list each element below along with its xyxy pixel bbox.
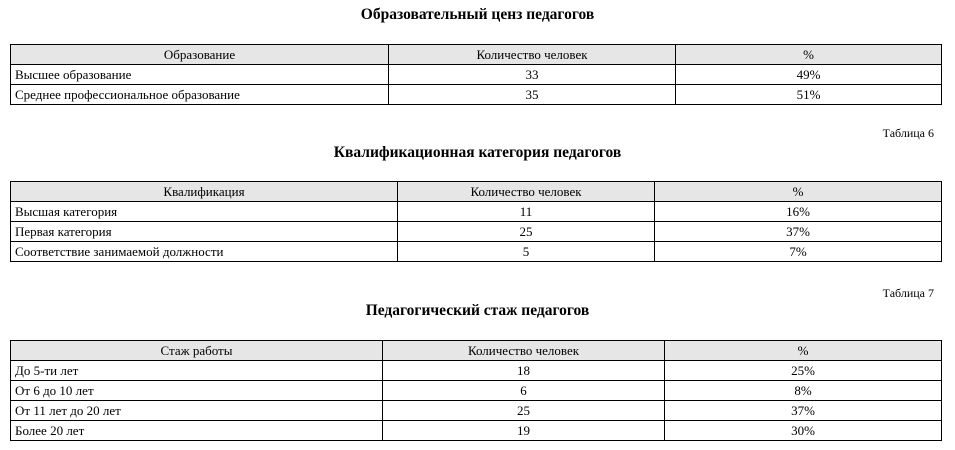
- table-cell: 19: [383, 421, 665, 441]
- table-cell: Высшая категория: [11, 202, 398, 222]
- column-header: Стаж работы: [11, 341, 383, 361]
- table-row: [11, 381, 942, 401]
- table-cell: 51%: [676, 85, 942, 105]
- qualification-table: [10, 181, 942, 262]
- table-cell: Среднее профессиональное образование: [11, 85, 389, 105]
- table-cell: 25: [398, 222, 655, 242]
- table-cell: 11: [398, 202, 655, 222]
- table-cell: 25: [383, 401, 665, 421]
- table-row: [11, 222, 942, 242]
- table-3-title: Педагогический стаж педагогов: [365, 302, 590, 319]
- column-header: %: [665, 341, 942, 361]
- table-cell: 5: [398, 242, 655, 262]
- table-cell: Высшее образование: [11, 65, 389, 85]
- table-header-row: [11, 182, 942, 202]
- table-cell: 33: [389, 65, 676, 85]
- table-cell: 7%: [655, 242, 942, 262]
- table-cell: 6: [383, 381, 665, 401]
- table-row: [11, 421, 942, 441]
- table-row: [11, 65, 942, 85]
- table-1-title: Образовательный ценз педагогов: [360, 6, 595, 23]
- table-2-title: Квалификационная категория педагогов: [333, 144, 622, 161]
- table-cell: 30%: [665, 421, 942, 441]
- table-cell: До 5-ти лет: [11, 361, 383, 381]
- table-row: [11, 202, 942, 222]
- table-cell: От 6 до 10 лет: [11, 381, 383, 401]
- column-header: Количество человек: [389, 45, 676, 65]
- table-row: [11, 401, 942, 421]
- column-header: Количество человек: [398, 182, 655, 202]
- table-cell: 35: [389, 85, 676, 105]
- table-cell: 49%: [676, 65, 942, 85]
- education-table: [10, 44, 942, 105]
- table-cell: Первая категория: [11, 222, 398, 242]
- table-cell: Соответствие занимаемой должности: [11, 242, 398, 262]
- table-header-row: [11, 45, 942, 65]
- table-2-number: Таблица 6: [882, 126, 934, 140]
- column-header: Образование: [11, 45, 389, 65]
- table-row: [11, 85, 942, 105]
- column-header: Квалификация: [11, 182, 398, 202]
- table-row: [11, 361, 942, 381]
- table-cell: 25%: [665, 361, 942, 381]
- experience-table: [10, 340, 942, 441]
- table-row: [11, 242, 942, 262]
- table-cell: От 11 лет до 20 лет: [11, 401, 383, 421]
- table-cell: 8%: [665, 381, 942, 401]
- table-header-row: [11, 341, 942, 361]
- table-cell: 16%: [655, 202, 942, 222]
- table-3-number: Таблица 7: [882, 286, 934, 300]
- column-header: %: [655, 182, 942, 202]
- table-cell: 37%: [655, 222, 942, 242]
- table-cell: 18: [383, 361, 665, 381]
- column-header: %: [676, 45, 942, 65]
- table-cell: Более 20 лет: [11, 421, 383, 441]
- table-cell: 37%: [665, 401, 942, 421]
- column-header: Количество человек: [383, 341, 665, 361]
